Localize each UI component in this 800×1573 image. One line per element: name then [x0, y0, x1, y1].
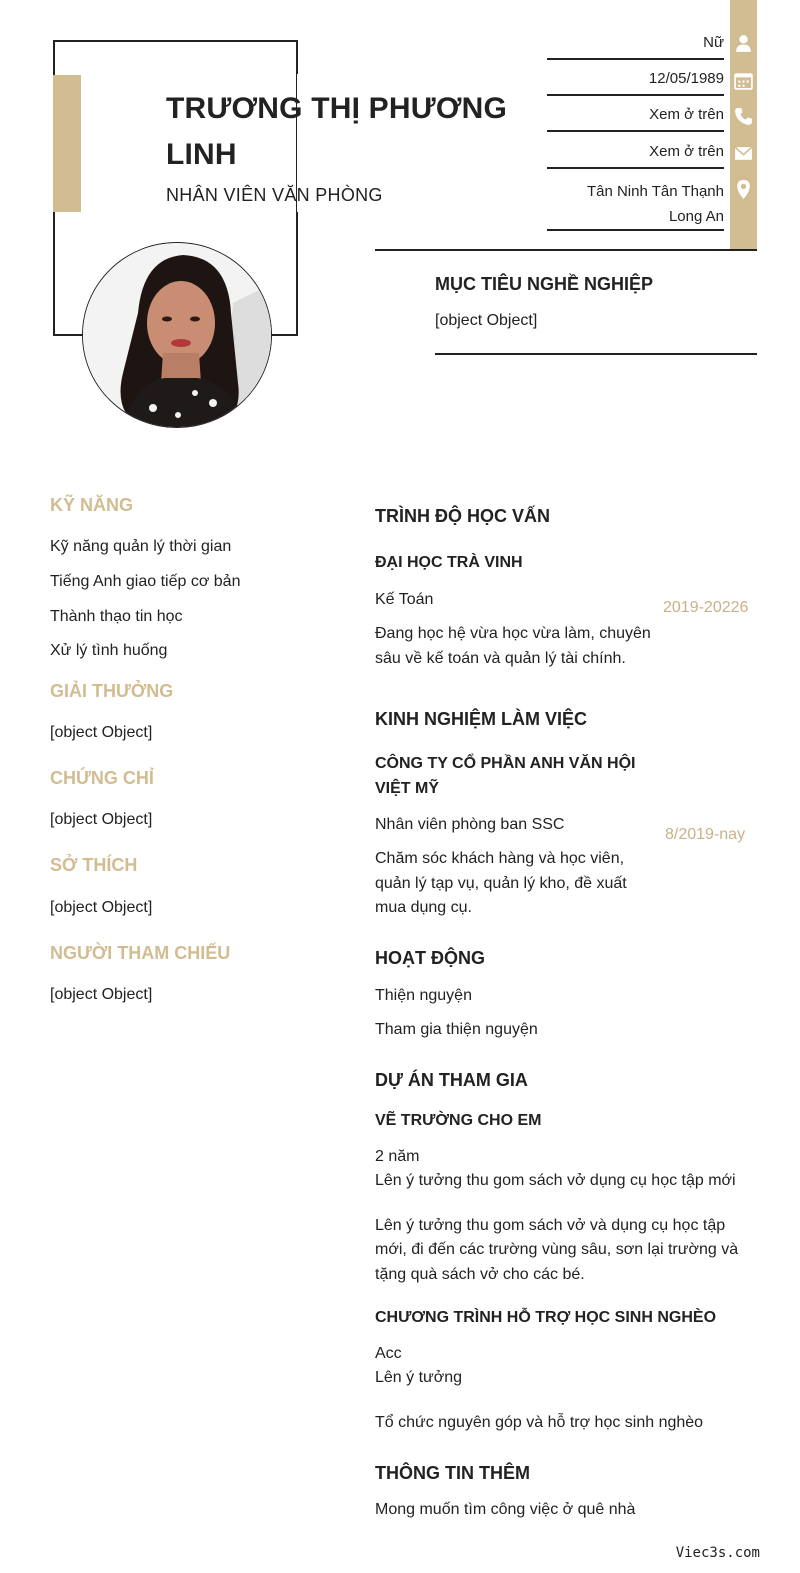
phone-value: Xem ở trên: [649, 106, 724, 123]
skill-item: Thành thạo tin học: [50, 608, 183, 625]
project-role: Lên ý tưởng thu gom sách vở dụng cụ học tập mới: [375, 1172, 736, 1189]
skill-item: Xử lý tình huống: [50, 642, 168, 659]
contact-gender: [547, 34, 724, 60]
email-value: Xem ở trên: [649, 143, 724, 160]
experience-title: KINH NGHIỆM LÀM VIỆC: [375, 709, 588, 729]
project-desc-line: tặng quà sách vở cho các bé.: [375, 1266, 585, 1283]
location-icon: [733, 179, 754, 200]
projects-title: DỰ ÁN THAM GIA: [375, 1070, 528, 1090]
hobbies-title: SỞ THÍCH: [50, 855, 138, 875]
calendar-icon: [733, 70, 754, 91]
hobbies-text: [object Object]: [50, 899, 153, 916]
project-desc-line: Tổ chức nguyên góp và hỗ trợ học sinh nghèo: [375, 1414, 704, 1431]
contact-email: [547, 143, 724, 169]
experience-company: VIỆT MỸ: [375, 780, 440, 797]
birthday-value: 12/05/1989: [648, 70, 724, 87]
objective-title: MỤC TIÊU NGHỀ NGHIỆP: [435, 274, 654, 294]
email-icon: [733, 143, 754, 164]
education-major: Kế Toán: [375, 591, 434, 608]
certificates-text: [object Object]: [50, 811, 153, 828]
candidate-name: TRƯƠNG THỊ PHƯƠNG LINH: [166, 92, 508, 171]
address-line-2: Long An: [668, 208, 724, 225]
objective-top-divider: [375, 249, 757, 251]
address-line-1: Tân Ninh Tân Thạnh: [586, 183, 724, 200]
certificates-title: CHỨNG CHỈ: [50, 768, 154, 788]
contact-birthday: [547, 70, 724, 96]
user-icon: [733, 33, 754, 54]
references-text: [object Object]: [50, 986, 153, 1003]
avatar-photo: [83, 243, 272, 428]
project-name: VẼ TRƯỜNG CHO EM: [375, 1112, 542, 1129]
avatar: [82, 242, 272, 428]
project-duration: Acc: [375, 1345, 402, 1362]
accent-bar: [53, 75, 81, 212]
gender-value: Nữ: [703, 34, 724, 51]
education-desc-line: Đang học hệ vừa học vừa làm, chuyên: [375, 625, 651, 642]
activity-desc: Tham gia thiện nguyện: [375, 1021, 538, 1038]
project-role: Lên ý tưởng: [375, 1369, 463, 1386]
project-desc-line: Lên ý tưởng thu gom sách vở và dụng cụ học tập: [375, 1217, 726, 1234]
phone-icon: [733, 106, 754, 127]
education-date: 2019-20226: [663, 599, 749, 616]
education-desc-line: sâu về kế toán và quản lý tài chính.: [375, 650, 626, 667]
watermark: Viec3s.com: [675, 1545, 760, 1561]
project-desc-line: mới, đi đến các trường vùng sâu, sơn lại trường và: [375, 1241, 739, 1258]
experience-company: CÔNG TY CỔ PHẦN ANH VĂN HỘI: [375, 755, 636, 772]
skill-item: Tiếng Anh giao tiếp cơ bản: [50, 573, 241, 590]
job-title: NHÂN VIÊN VĂN PHÒNG: [166, 185, 383, 205]
contact-phone: [547, 106, 724, 132]
additional-title: THÔNG TIN THÊM: [375, 1463, 530, 1483]
contact-address: [547, 179, 724, 231]
experience-date: 8/2019-nay: [665, 826, 746, 843]
skill-item: Kỹ năng quản lý thời gian: [50, 538, 232, 555]
experience-desc-line: mua dụng cụ.: [375, 899, 472, 916]
objective-bottom-divider: [435, 353, 757, 355]
skills-title: KỸ NĂNG: [50, 495, 134, 515]
experience-desc-line: Chăm sóc khách hàng và học viên,: [375, 850, 625, 867]
objective-text: [object Object]: [435, 312, 538, 329]
project-duration: 2 năm: [375, 1148, 420, 1165]
education-school: ĐẠI HỌC TRÀ VINH: [375, 554, 523, 571]
education-title: TRÌNH ĐỘ HỌC VẤN: [375, 506, 550, 526]
references-title: NGƯỜI THAM CHIẾU: [50, 943, 231, 963]
project-name: CHƯƠNG TRÌNH HỖ TRỢ HỌC SINH NGHÈO: [375, 1309, 717, 1326]
activities-title: HOẠT ĐỘNG: [375, 948, 485, 968]
activity-name: Thiện nguyện: [375, 987, 472, 1004]
experience-desc-line: quản lý tạp vụ, quản lý kho, đề xuất: [375, 875, 627, 892]
experience-role: Nhân viên phòng ban SSC: [375, 816, 565, 833]
awards-title: GIẢI THƯỞNG: [50, 681, 174, 701]
awards-text: [object Object]: [50, 724, 153, 741]
additional-text: Mong muốn tìm công việc ở quê nhà: [375, 1501, 636, 1518]
